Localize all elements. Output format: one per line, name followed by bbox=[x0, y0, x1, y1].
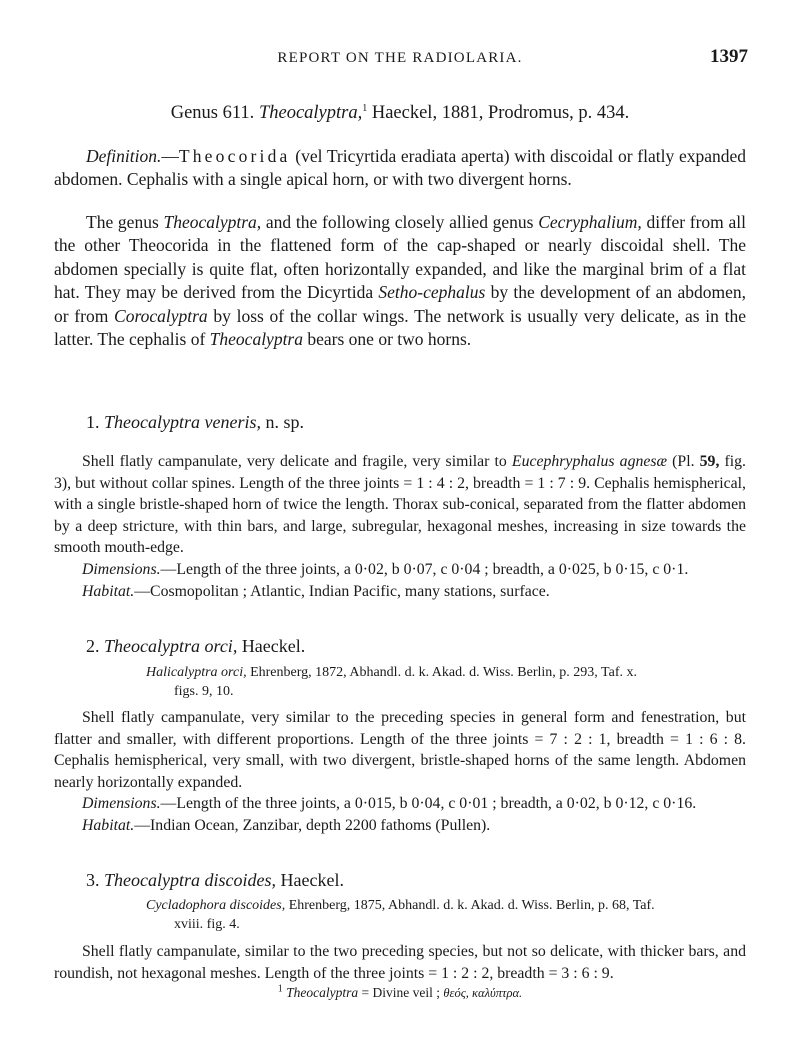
dimensions-text: —Length of the three joints, a 0·02, b 0·07, c 0·04 ; breadth, a 0·025, b 0·15, c 0·1. bbox=[160, 560, 689, 578]
synonym-citation: Ehrenberg, 1872, Abhandl. d. k. Akad. d. Wiss. Berlin, p. 293, Taf. x. bbox=[250, 665, 637, 680]
intro-text: by the development of an abdomen, or from bbox=[54, 282, 747, 326]
definition-label: Definition. bbox=[86, 146, 162, 166]
species-author: Haeckel. bbox=[241, 636, 306, 656]
definition-dash: — bbox=[161, 146, 179, 166]
footnote-mark: 1 bbox=[277, 983, 283, 995]
description-text: Shell flatly campanulate, very delicate and fragile, very similar to bbox=[82, 453, 512, 470]
intro-genus-name: Corocalyptra bbox=[114, 305, 208, 326]
definition-paragraph bbox=[54, 145, 746, 192]
footnote bbox=[0, 985, 800, 1001]
page-number: 1397 bbox=[710, 46, 748, 67]
synonym-figures: figs. 9, 10. bbox=[174, 683, 234, 699]
genus-authority: Haeckel, 1881, Prodromus, p. 434. bbox=[371, 103, 630, 123]
intro-genus-name: Theocalyptra bbox=[209, 329, 303, 350]
species-1-heading bbox=[86, 412, 304, 433]
species-1-description bbox=[54, 451, 746, 602]
habitat-label: Habitat. bbox=[82, 816, 135, 834]
species-number: 3. bbox=[86, 870, 100, 890]
synonym-name: Halicalyptra orci, bbox=[146, 665, 247, 680]
intro-genus-name: Cecryphalium, bbox=[538, 212, 642, 232]
synonym-name: Cycladophora discoides, bbox=[146, 898, 286, 913]
intro-genus-name: Setho-cephalus bbox=[378, 282, 486, 303]
intro-text: The genus bbox=[86, 212, 164, 232]
description-text: Shell flatly campanulate, very similar to the preceding species in general form and fenestration, but flatter and smaller, with different proportions. Length of the three joints = 7 : 2 : 1, breadth = 1 : 6 : 8. Cephalis hemispherical, very small, with two divergent, bristle-shaped horns of the same length. Abdomen nearly horizontally expanded. bbox=[54, 709, 746, 791]
species-3-synonymy bbox=[146, 897, 746, 934]
running-header bbox=[52, 46, 748, 72]
species-author: Haeckel. bbox=[280, 870, 344, 890]
footnote-term: Theocalyptra bbox=[286, 985, 359, 1000]
species-2-description bbox=[54, 707, 746, 837]
genus-discussion-paragraph bbox=[54, 211, 746, 351]
intro-text: differ from all the other Theocorida in the flattened form of the cap-shaped or nearly discoidal shell. The abdomen specially is quite flat, often horizontally expanded, and like the marginal brim of a flat hat. They may be derived from the Dicyrtida bbox=[54, 212, 746, 303]
dimensions-label: Dimensions. bbox=[82, 795, 161, 813]
species-name: Theocalyptra orci, bbox=[104, 636, 238, 656]
plate-number: 59, bbox=[699, 453, 720, 470]
genus-heading bbox=[0, 103, 800, 124]
genus-number: Genus 611. bbox=[170, 103, 255, 123]
habitat-label: Habitat. bbox=[82, 582, 135, 600]
habitat-text: —Indian Ocean, Zanzibar, depth 2200 fathoms (Pullen). bbox=[134, 816, 491, 834]
species-number: 1. bbox=[86, 412, 100, 432]
description-text: (Pl. bbox=[667, 453, 700, 470]
species-author: n. sp. bbox=[265, 412, 304, 432]
intro-text: bears one or two horns. bbox=[303, 329, 472, 350]
footnote-reference: 1 bbox=[362, 102, 368, 114]
description-text: fig. 3), but without collar spines. Length of the three joints = 1 : 4 : 2, breadth = 1 : 7 : 9. Cephalis hemispherical, with a single bristle-shaped horn of twice the length. Thorax sub-conical, separated from the flatter abdomen by a deep stricture, with thin bars, and large, subregular, hexagonal meshes, increasing in size towards the smooth mouth-edge. bbox=[54, 453, 746, 557]
reference-species-name: Eucephryphalus agnesæ bbox=[511, 453, 668, 470]
species-name: Theocalyptra discoides, bbox=[104, 870, 276, 890]
species-3-description bbox=[54, 941, 746, 984]
genus-name: Theocalyptra, bbox=[258, 103, 363, 123]
species-2-heading bbox=[86, 636, 305, 657]
synonym-citation: Ehrenberg, 1875, Abhandl. d. k. Akad. d. Wiss. Berlin, p. 68, Taf. bbox=[288, 898, 655, 913]
species-name: Theocalyptra veneris, bbox=[104, 412, 261, 432]
description-text: Shell flatly campanulate, similar to the two preceding species, but not so delicate, with thicker bars, and roundish, not hexagonal meshes. Length of the three joints = 1 : 2 : 2, breadth = 3 : 6 : 9. bbox=[54, 943, 746, 982]
definition-text: (vel Tricyrtida eradiata aperta) with discoidal or flatly expanded abdomen. Cephalis with a single apical horn, or with two divergent horns. bbox=[54, 146, 746, 190]
intro-text: by loss of the collar wings. The network is usually very delicate, as in the latter. The cephalis of bbox=[54, 305, 746, 350]
footnote-text: = Divine veil ; bbox=[358, 985, 444, 1000]
intro-genus-name: Theocalyptra, bbox=[163, 212, 262, 232]
footnote-greek: θεός, καλύπτρα. bbox=[443, 986, 523, 1000]
species-2-synonymy bbox=[146, 664, 746, 701]
dimensions-text: —Length of the three joints, a 0·015, b 0·04, c 0·01 ; breadth, a 0·02, b 0·12, c 0·16. bbox=[160, 795, 697, 813]
definition-term: Theocorida bbox=[178, 146, 291, 166]
dimensions-label: Dimensions. bbox=[82, 560, 161, 578]
intro-text: and the following closely allied genus bbox=[261, 212, 539, 232]
running-title: REPORT ON THE RADIOLARIA. bbox=[277, 50, 523, 66]
synonym-figures: xviii. fig. 4. bbox=[174, 916, 240, 932]
species-3-heading bbox=[86, 870, 344, 891]
species-number: 2. bbox=[86, 636, 100, 656]
habitat-text: —Cosmopolitan ; Atlantic, Indian Pacific, many stations, surface. bbox=[134, 582, 550, 600]
